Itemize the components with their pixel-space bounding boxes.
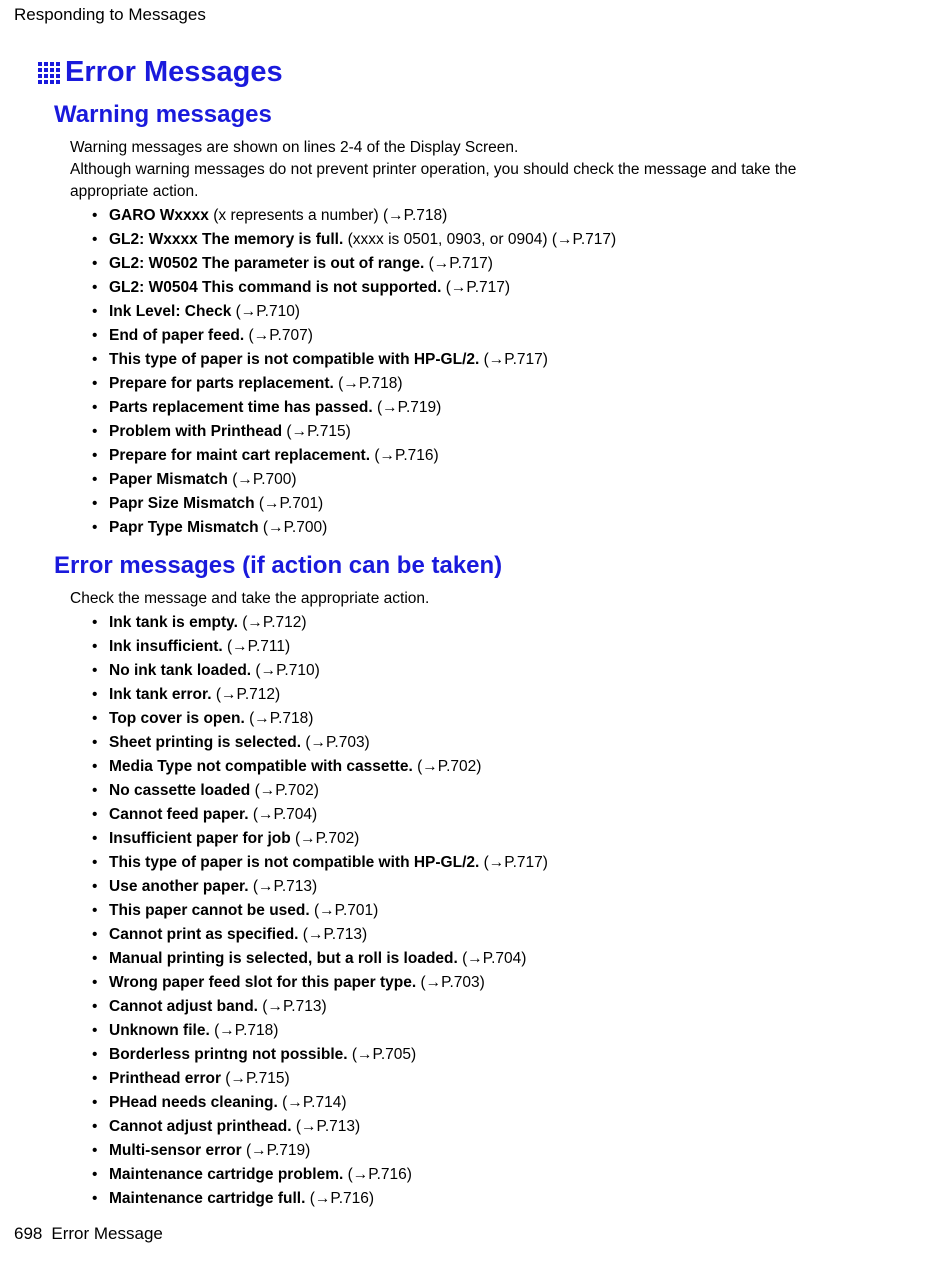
warning-message-item [92, 372, 616, 396]
error-message-item [92, 731, 548, 755]
page-reference-link[interactable]: (→P.711) [227, 638, 291, 655]
message-text: Ink Level: Check [109, 303, 232, 320]
page-number: 698 [14, 1224, 43, 1243]
error-message-item [92, 899, 548, 923]
bullet-icon: • [92, 902, 98, 919]
error-message-item [92, 875, 548, 899]
chapter-title-text: Error Messages [65, 56, 283, 88]
message-text: GL2: W0504 This command is not supported. [109, 279, 442, 296]
warning-message-item [92, 300, 616, 324]
error-message-item [92, 827, 548, 851]
grid-icon [38, 62, 60, 84]
error-message-item [92, 1115, 548, 1139]
page-reference-link[interactable]: (→P.717) [445, 279, 511, 296]
message-text: This type of paper is not compatible with HP-GL/2. [109, 351, 480, 368]
message-text: Ink insufficient. [109, 638, 223, 655]
message-text: Ink tank is empty. [109, 614, 238, 631]
warning-intro-line-1: Warning messages are shown on lines 2-4 of the Display Screen. [70, 139, 519, 156]
message-text: This paper cannot be used. [109, 902, 310, 919]
message-text: Prepare for maint cart replacement. [109, 447, 371, 464]
page-reference-link[interactable]: (→P.701) [258, 495, 324, 512]
error-message-item [92, 611, 548, 635]
error-message-item [92, 971, 548, 995]
bullet-icon: • [92, 1022, 98, 1039]
bullet-icon: • [92, 638, 98, 655]
bullet-icon: • [92, 854, 98, 871]
page-reference-link[interactable]: (→P.707) [248, 327, 313, 344]
error-message-item [92, 851, 548, 875]
error-message-item [92, 995, 548, 1019]
message-text: Manual printing is selected, but a roll is loaded. [109, 950, 458, 967]
message-text: Wrong paper feed slot for this paper type. [109, 974, 417, 991]
message-text: Cannot print as specified. [109, 926, 299, 943]
message-text: GARO Wxxxx [109, 207, 209, 224]
page-reference-link[interactable]: (→P.714) [282, 1094, 347, 1111]
message-text: Printhead error [109, 1070, 221, 1087]
message-text: Sheet printing is selected. [109, 734, 302, 751]
warning-intro [70, 137, 810, 203]
bullet-icon: • [92, 878, 98, 895]
bullet-icon: • [92, 1094, 98, 1111]
error-message-item [92, 1091, 548, 1115]
page-reference-link[interactable]: (→P.717) [551, 231, 617, 248]
page-reference-link[interactable]: (→P.700) [262, 519, 328, 536]
running-header: Responding to Messages [14, 5, 206, 24]
page-reference-link[interactable]: (→P.712) [215, 686, 281, 703]
footer-section-label: Error Message [51, 1224, 163, 1243]
page-reference-link[interactable]: (→P.716) [309, 1190, 375, 1207]
bullet-icon: • [92, 303, 98, 320]
page-reference-link[interactable]: (→P.716) [347, 1166, 412, 1183]
error-message-item [92, 779, 548, 803]
bullet-icon: • [92, 662, 98, 679]
message-text: Unknown file. [109, 1022, 210, 1039]
message-text: Prepare for parts replacement. [109, 375, 334, 392]
error-message-item [92, 1019, 548, 1043]
error-message-list [92, 611, 548, 1211]
message-text: Papr Type Mismatch [109, 519, 259, 536]
message-text: Cannot adjust band. [109, 998, 258, 1015]
message-text: Top cover is open. [109, 710, 245, 727]
bullet-icon: • [92, 495, 98, 512]
message-text: Use another paper. [109, 878, 249, 895]
page-reference-link[interactable]: (→P.716) [374, 447, 439, 464]
page-reference-link[interactable]: (→P.702) [417, 758, 482, 775]
bullet-icon: • [92, 710, 98, 727]
message-note: (x represents a number) [213, 207, 379, 224]
page-reference-link[interactable]: (→P.701) [314, 902, 379, 919]
warning-message-item [92, 468, 616, 492]
bullet-icon: • [92, 806, 98, 823]
message-text: Problem with Printhead [109, 423, 283, 440]
message-text: No ink tank loaded. [109, 662, 252, 679]
warning-message-item [92, 396, 616, 420]
bullet-icon: • [92, 399, 98, 416]
error-message-item [92, 707, 548, 731]
bullet-icon: • [92, 1166, 98, 1183]
message-text: Media Type not compatible with cassette. [109, 758, 413, 775]
page-reference-link[interactable]: (→P.717) [428, 255, 493, 272]
warning-message-item [92, 492, 616, 516]
bullet-icon: • [92, 447, 98, 464]
page-footer [14, 1224, 163, 1244]
message-text: This type of paper is not compatible with HP-GL/2. [109, 854, 480, 871]
error-messages-heading: Error messages (if action can be taken) [54, 552, 503, 579]
page-reference-link[interactable]: (→P.713) [252, 878, 318, 895]
bullet-icon: • [92, 830, 98, 847]
page-reference-link[interactable]: (→P.703) [305, 734, 370, 751]
bullet-icon: • [92, 1070, 98, 1087]
message-text: Papr Size Mismatch [109, 495, 255, 512]
page-reference-link[interactable]: (→P.719) [376, 399, 442, 416]
bullet-icon: • [92, 279, 98, 296]
error-message-item [92, 755, 548, 779]
warning-message-item [92, 516, 616, 540]
bullet-icon: • [92, 519, 98, 536]
message-text: Cannot adjust printhead. [109, 1118, 292, 1135]
bullet-icon: • [92, 1118, 98, 1135]
page-reference-link[interactable]: (→P.710) [235, 303, 300, 320]
warning-message-item [92, 324, 616, 348]
error-message-item [92, 1187, 548, 1211]
bullet-icon: • [92, 614, 98, 631]
message-text: Multi-sensor error [109, 1142, 242, 1159]
warning-message-list [92, 204, 616, 540]
page-reference-link[interactable]: (→P.717) [483, 351, 548, 368]
error-message-item [92, 1163, 548, 1187]
bullet-icon: • [92, 1190, 98, 1207]
chapter-title [38, 56, 283, 89]
page-reference-link[interactable]: (→P.705) [351, 1046, 417, 1063]
message-text: Ink tank error. [109, 686, 212, 703]
bullet-icon: • [92, 926, 98, 943]
bullet-icon: • [92, 758, 98, 775]
bullet-icon: • [92, 351, 98, 368]
error-message-item [92, 803, 548, 827]
message-text: Cannot feed paper. [109, 806, 249, 823]
page-reference-link[interactable]: (→P.715) [225, 1070, 290, 1087]
message-text: End of paper feed. [109, 327, 245, 344]
warning-message-item [92, 348, 616, 372]
warning-message-item [92, 252, 616, 276]
bullet-icon: • [92, 255, 98, 272]
error-message-item [92, 923, 548, 947]
bullet-icon: • [92, 207, 98, 224]
bullet-icon: • [92, 471, 98, 488]
bullet-icon: • [92, 375, 98, 392]
warning-message-item [92, 204, 616, 228]
page-reference-link[interactable]: (→P.713) [302, 926, 368, 943]
error-intro: Check the message and take the appropriate action. [70, 590, 430, 607]
error-message-item [92, 683, 548, 707]
warning-message-item [92, 276, 616, 300]
message-text: GL2: W0502 The parameter is out of range. [109, 255, 425, 272]
message-note: (xxxx is 0501, 0903, or 0904) [347, 231, 548, 248]
page-reference-link[interactable]: (→P.702) [254, 782, 319, 799]
message-text: No cassette loaded [109, 782, 251, 799]
page-reference-link[interactable]: (→P.704) [462, 950, 527, 967]
warning-messages-heading: Warning messages [54, 101, 272, 128]
message-text: Parts replacement time has passed. [109, 399, 373, 416]
message-text: PHead needs cleaning. [109, 1094, 278, 1111]
page-reference-link[interactable]: (→P.710) [255, 662, 320, 679]
message-text: GL2: Wxxxx The memory is full. [109, 231, 344, 248]
page-reference-link[interactable]: (→P.704) [252, 806, 318, 823]
error-message-item [92, 635, 548, 659]
page-reference-link[interactable]: (→P.718) [382, 207, 448, 224]
page-reference-link[interactable]: (→P.713) [295, 1118, 361, 1135]
bullet-icon: • [92, 686, 98, 703]
page-reference-link[interactable]: (→P.718) [214, 1022, 279, 1039]
bullet-icon: • [92, 327, 98, 344]
message-text: Maintenance cartridge problem. [109, 1166, 344, 1183]
bullet-icon: • [92, 1046, 98, 1063]
warning-message-item [92, 228, 616, 252]
page-reference-link[interactable]: (→P.702) [295, 830, 360, 847]
page-reference-link[interactable]: (→P.715) [286, 423, 351, 440]
error-message-item [92, 1043, 548, 1067]
warning-message-item [92, 420, 616, 444]
warning-intro-line-2: Although warning messages do not prevent printer operation, you should check the message and take the appropriate action. [70, 161, 797, 200]
warning-message-item [92, 444, 616, 468]
error-message-item [92, 659, 548, 683]
error-message-item [92, 1139, 548, 1163]
page-reference-link[interactable]: (→P.700) [232, 471, 297, 488]
message-text: Maintenance cartridge full. [109, 1190, 306, 1207]
bullet-icon: • [92, 734, 98, 751]
page-reference-link[interactable]: (→P.713) [262, 998, 327, 1015]
bullet-icon: • [92, 782, 98, 799]
bullet-icon: • [92, 974, 98, 991]
message-text: Borderless printng not possible. [109, 1046, 348, 1063]
page-reference-link[interactable]: (→P.703) [420, 974, 485, 991]
page-reference-link[interactable]: (→P.712) [242, 614, 307, 631]
page-reference-link[interactable]: (→P.718) [338, 375, 403, 392]
bullet-icon: • [92, 1142, 98, 1159]
message-text: Paper Mismatch [109, 471, 228, 488]
bullet-icon: • [92, 950, 98, 967]
bullet-icon: • [92, 231, 98, 248]
message-text: Insufficient paper for job [109, 830, 291, 847]
error-message-item [92, 947, 548, 971]
bullet-icon: • [92, 423, 98, 440]
page-reference-link[interactable]: (→P.717) [483, 854, 548, 871]
page-reference-link[interactable]: (→P.718) [249, 710, 314, 727]
error-message-item [92, 1067, 548, 1091]
bullet-icon: • [92, 998, 98, 1015]
page-reference-link[interactable]: (→P.719) [245, 1142, 311, 1159]
